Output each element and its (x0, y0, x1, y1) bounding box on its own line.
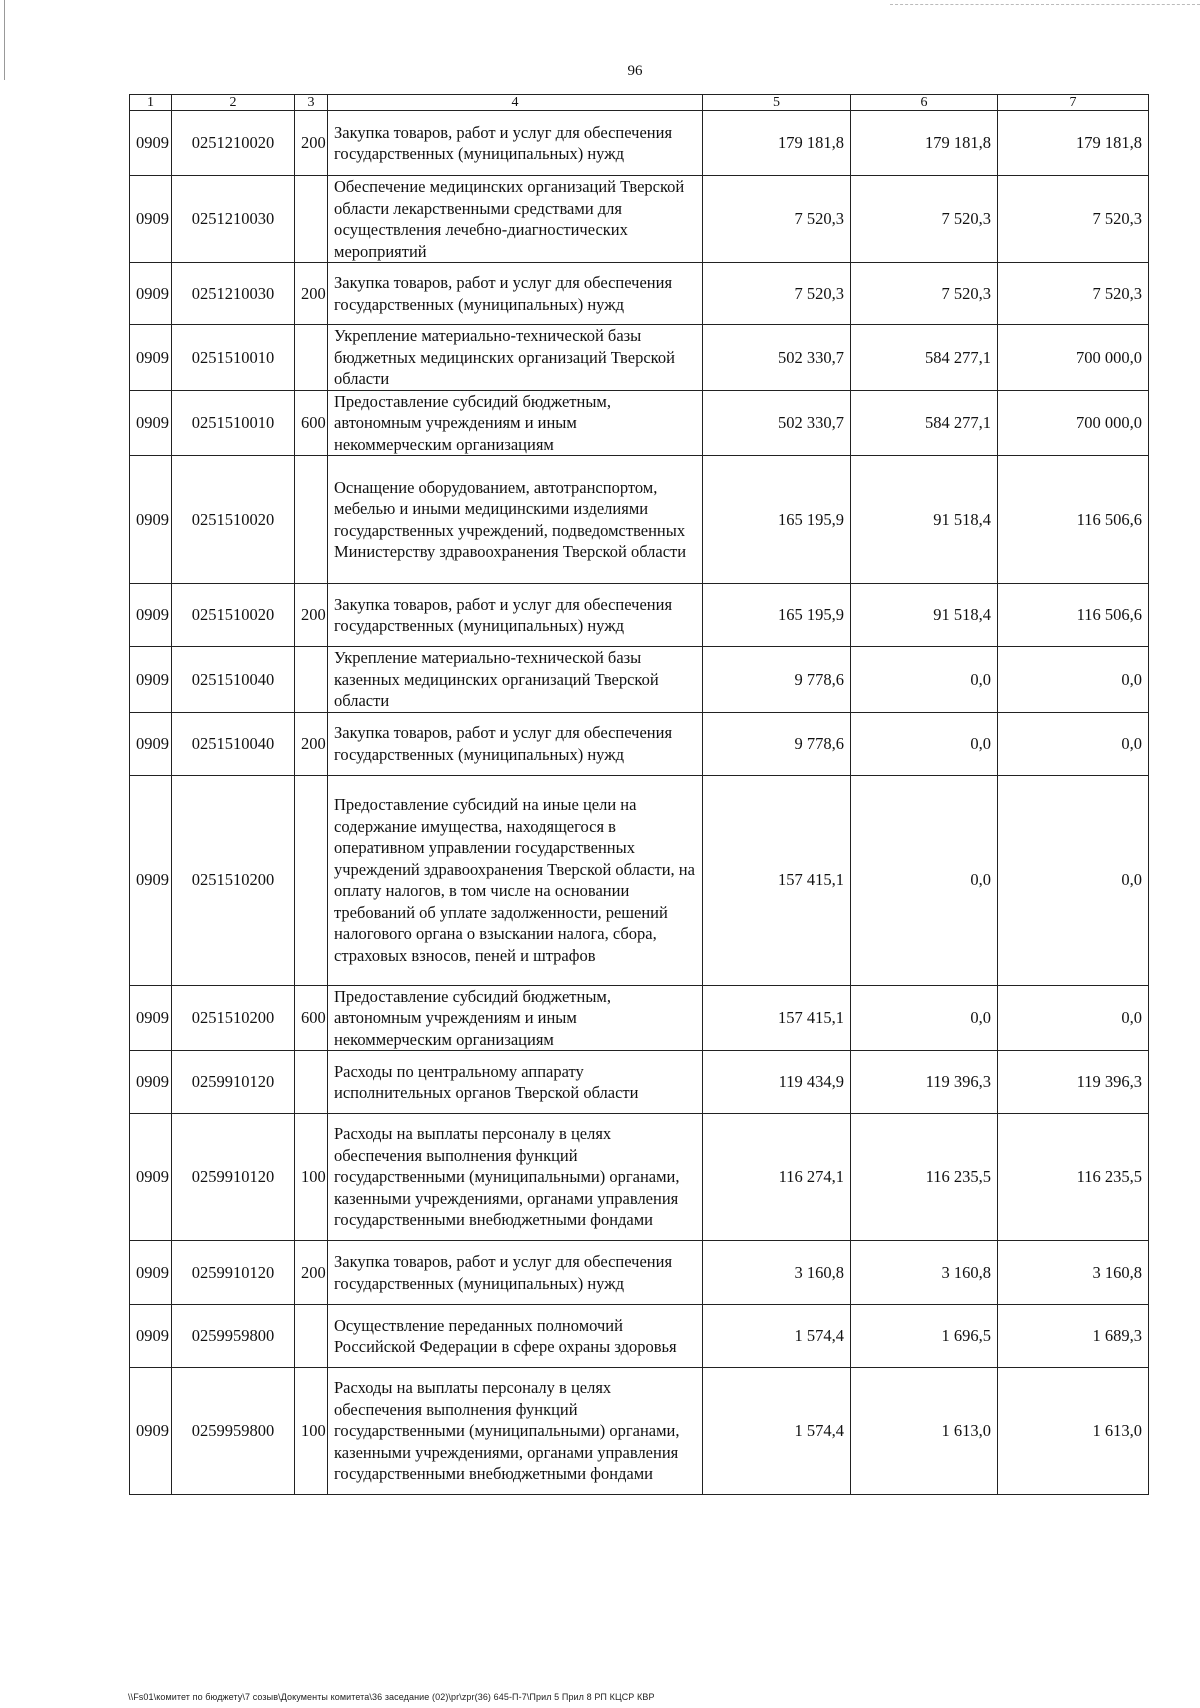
table-row (130, 263, 1149, 325)
amount-col7-cell: 0,0 (998, 775, 1149, 985)
description-cell: Закупка товаров, работ и услуг для обеспечения государственных (муниципальных) нужд (328, 712, 703, 775)
description-cell: Предоставление субсидий на иные цели на содержание имущества, находящегося в оперативном управлении государственных учреждений здравоохранения Тверской области, на оплату налогов, в том числе на основании требований об уплате задолженности, решений налогового органа о взыскании налога, сбора, страховых взносов, пеней и штрафов (328, 775, 703, 985)
amount-col5-cell: 157 415,1 (703, 985, 851, 1051)
header-col-7: 7 (998, 95, 1149, 111)
target-article-cell: 0259959800 (172, 1368, 295, 1495)
amount-col7-cell: 116 506,6 (998, 584, 1149, 647)
section-code-cell: 0909 (130, 111, 172, 176)
budget-table (129, 94, 1149, 1495)
expense-type-cell (295, 1305, 328, 1368)
amount-col6-cell: 119 396,3 (851, 1051, 998, 1114)
expense-type-cell: 200 (295, 712, 328, 775)
target-article-cell: 0259910120 (172, 1114, 295, 1241)
amount-col7-cell: 1 689,3 (998, 1305, 1149, 1368)
section-code-cell: 0909 (130, 985, 172, 1051)
table-row (130, 1051, 1149, 1114)
amount-col6-cell: 91 518,4 (851, 584, 998, 647)
expense-type-cell: 600 (295, 390, 328, 456)
expense-type-cell (295, 775, 328, 985)
amount-col6-cell: 584 277,1 (851, 325, 998, 391)
amount-col7-cell: 119 396,3 (998, 1051, 1149, 1114)
amount-col7-cell: 116 235,5 (998, 1114, 1149, 1241)
expense-type-cell (295, 325, 328, 391)
section-code-cell: 0909 (130, 263, 172, 325)
target-article-cell: 0251510200 (172, 985, 295, 1051)
table-row (130, 325, 1149, 391)
amount-col7-cell: 116 506,6 (998, 456, 1149, 584)
description-cell: Расходы по центральному аппарату исполнительных органов Тверской области (328, 1051, 703, 1114)
amount-col5-cell: 502 330,7 (703, 325, 851, 391)
expense-type-cell: 200 (295, 1241, 328, 1305)
amount-col6-cell: 91 518,4 (851, 456, 998, 584)
section-code-cell: 0909 (130, 1368, 172, 1495)
table-row (130, 1368, 1149, 1495)
amount-col5-cell: 3 160,8 (703, 1241, 851, 1305)
description-cell: Закупка товаров, работ и услуг для обеспечения государственных (муниципальных) нужд (328, 1241, 703, 1305)
description-cell: Укрепление материально-технической базы бюджетных медицинских организаций Тверской области (328, 325, 703, 391)
expense-type-cell (295, 456, 328, 584)
description-cell: Предоставление субсидий бюджетным, автономным учреждениям и иным некоммерческим организациям (328, 985, 703, 1051)
section-code-cell: 0909 (130, 176, 172, 263)
amount-col6-cell: 7 520,3 (851, 176, 998, 263)
target-article-cell: 0251510040 (172, 712, 295, 775)
description-cell: Обеспечение медицинских организаций Тверской области лекарственными средствами для осуществления лечебно-диагностических мероприятий (328, 176, 703, 263)
header-row (130, 95, 1149, 111)
target-article-cell: 0251510040 (172, 647, 295, 713)
amount-col7-cell: 700 000,0 (998, 325, 1149, 391)
amount-col6-cell: 179 181,8 (851, 111, 998, 176)
amount-col5-cell: 165 195,9 (703, 456, 851, 584)
amount-col5-cell: 7 520,3 (703, 176, 851, 263)
amount-col5-cell: 116 274,1 (703, 1114, 851, 1241)
amount-col7-cell: 179 181,8 (998, 111, 1149, 176)
table-row (130, 176, 1149, 263)
amount-col7-cell: 7 520,3 (998, 263, 1149, 325)
amount-col7-cell: 7 520,3 (998, 176, 1149, 263)
table-row (130, 712, 1149, 775)
description-cell: Закупка товаров, работ и услуг для обеспечения государственных (муниципальных) нужд (328, 111, 703, 176)
description-cell: Закупка товаров, работ и услуг для обеспечения государственных (муниципальных) нужд (328, 584, 703, 647)
amount-col7-cell: 0,0 (998, 712, 1149, 775)
table-row (130, 1114, 1149, 1241)
section-code-cell: 0909 (130, 1114, 172, 1241)
amount-col5-cell: 7 520,3 (703, 263, 851, 325)
table-row (130, 985, 1149, 1051)
amount-col5-cell: 119 434,9 (703, 1051, 851, 1114)
amount-col5-cell: 1 574,4 (703, 1305, 851, 1368)
amount-col5-cell: 157 415,1 (703, 775, 851, 985)
section-code-cell: 0909 (130, 1241, 172, 1305)
expense-type-cell: 200 (295, 584, 328, 647)
table-body (130, 111, 1149, 1495)
expense-type-cell (295, 647, 328, 713)
target-article-cell: 0259959800 (172, 1305, 295, 1368)
target-article-cell: 0251510020 (172, 584, 295, 647)
amount-col6-cell: 584 277,1 (851, 390, 998, 456)
description-cell: Укрепление материально-технической базы казенных медицинских организаций Тверской области (328, 647, 703, 713)
section-code-cell: 0909 (130, 390, 172, 456)
amount-col7-cell: 3 160,8 (998, 1241, 1149, 1305)
expense-type-cell: 200 (295, 111, 328, 176)
target-article-cell: 0251210030 (172, 176, 295, 263)
target-article-cell: 0251510010 (172, 390, 295, 456)
section-code-cell: 0909 (130, 647, 172, 713)
amount-col6-cell: 116 235,5 (851, 1114, 998, 1241)
amount-col5-cell: 9 778,6 (703, 712, 851, 775)
target-article-cell: 0259910120 (172, 1241, 295, 1305)
table-row (130, 647, 1149, 713)
amount-col6-cell: 0,0 (851, 712, 998, 775)
amount-col6-cell: 3 160,8 (851, 1241, 998, 1305)
amount-col6-cell: 1 613,0 (851, 1368, 998, 1495)
amount-col5-cell: 1 574,4 (703, 1368, 851, 1495)
target-article-cell: 0259910120 (172, 1051, 295, 1114)
amount-col6-cell: 7 520,3 (851, 263, 998, 325)
table-row (130, 390, 1149, 456)
section-code-cell: 0909 (130, 325, 172, 391)
header-col-3: 3 (295, 95, 328, 111)
target-article-cell: 0251510010 (172, 325, 295, 391)
description-cell: Осуществление переданных полномочий Российской Федерации в сфере охраны здоровья (328, 1305, 703, 1368)
description-cell: Оснащение оборудованием, автотранспортом, мебелью и иными медицинскими изделиями государственных учреждений, подведомственных Министерству здравоохранения Тверской области (328, 456, 703, 584)
table-row (130, 584, 1149, 647)
target-article-cell: 0251510020 (172, 456, 295, 584)
target-article-cell: 0251210020 (172, 111, 295, 176)
amount-col7-cell: 700 000,0 (998, 390, 1149, 456)
amount-col6-cell: 1 696,5 (851, 1305, 998, 1368)
section-code-cell: 0909 (130, 775, 172, 985)
table-row (130, 1305, 1149, 1368)
header-col-6: 6 (851, 95, 998, 111)
target-article-cell: 0251210030 (172, 263, 295, 325)
header-col-1: 1 (130, 95, 172, 111)
table-row (130, 456, 1149, 584)
table-row (130, 1241, 1149, 1305)
expense-type-cell: 100 (295, 1368, 328, 1495)
description-cell: Предоставление субсидий бюджетным, автономным учреждениям и иным некоммерческим организациям (328, 390, 703, 456)
scan-artifact-line (890, 4, 1200, 5)
amount-col7-cell: 1 613,0 (998, 1368, 1149, 1495)
header-col-5: 5 (703, 95, 851, 111)
amount-col6-cell: 0,0 (851, 647, 998, 713)
expense-type-cell: 100 (295, 1114, 328, 1241)
amount-col7-cell: 0,0 (998, 647, 1149, 713)
target-article-cell: 0251510200 (172, 775, 295, 985)
description-cell: Расходы на выплаты персоналу в целях обеспечения выполнения функций государственными (муниципальными) органами, казенными учреждениями, органами управления государственными внебюджетными фондами (328, 1114, 703, 1241)
expense-type-cell: 200 (295, 263, 328, 325)
table-row (130, 111, 1149, 176)
section-code-cell: 0909 (130, 1305, 172, 1368)
header-col-2: 2 (172, 95, 295, 111)
header-col-4: 4 (328, 95, 703, 111)
table-row (130, 775, 1149, 985)
amount-col5-cell: 9 778,6 (703, 647, 851, 713)
section-code-cell: 0909 (130, 712, 172, 775)
amount-col5-cell: 165 195,9 (703, 584, 851, 647)
section-code-cell: 0909 (130, 456, 172, 584)
file-path-footer: \\Fs01\комитет по бюджету\7 созыв\Документы комитета\36 заседание (02)\pr\zpr(36) 645-П-7\Прил 5 Прил 8 РП КЦСР КВР (128, 1692, 655, 1702)
amount-col5-cell: 179 181,8 (703, 111, 851, 176)
description-cell: Расходы на выплаты персоналу в целях обеспечения выполнения функций государственными (муниципальными) органами, казенными учреждениями, органами управления государственными внебюджетными фондами (328, 1368, 703, 1495)
expense-type-cell: 600 (295, 985, 328, 1051)
amount-col6-cell: 0,0 (851, 775, 998, 985)
expense-type-cell (295, 1051, 328, 1114)
description-cell: Закупка товаров, работ и услуг для обеспечения государственных (муниципальных) нужд (328, 263, 703, 325)
section-code-cell: 0909 (130, 584, 172, 647)
amount-col5-cell: 502 330,7 (703, 390, 851, 456)
expense-type-cell (295, 176, 328, 263)
page-number: 96 (627, 63, 643, 79)
section-code-cell: 0909 (130, 1051, 172, 1114)
amount-col7-cell: 0,0 (998, 985, 1149, 1051)
amount-col6-cell: 0,0 (851, 985, 998, 1051)
